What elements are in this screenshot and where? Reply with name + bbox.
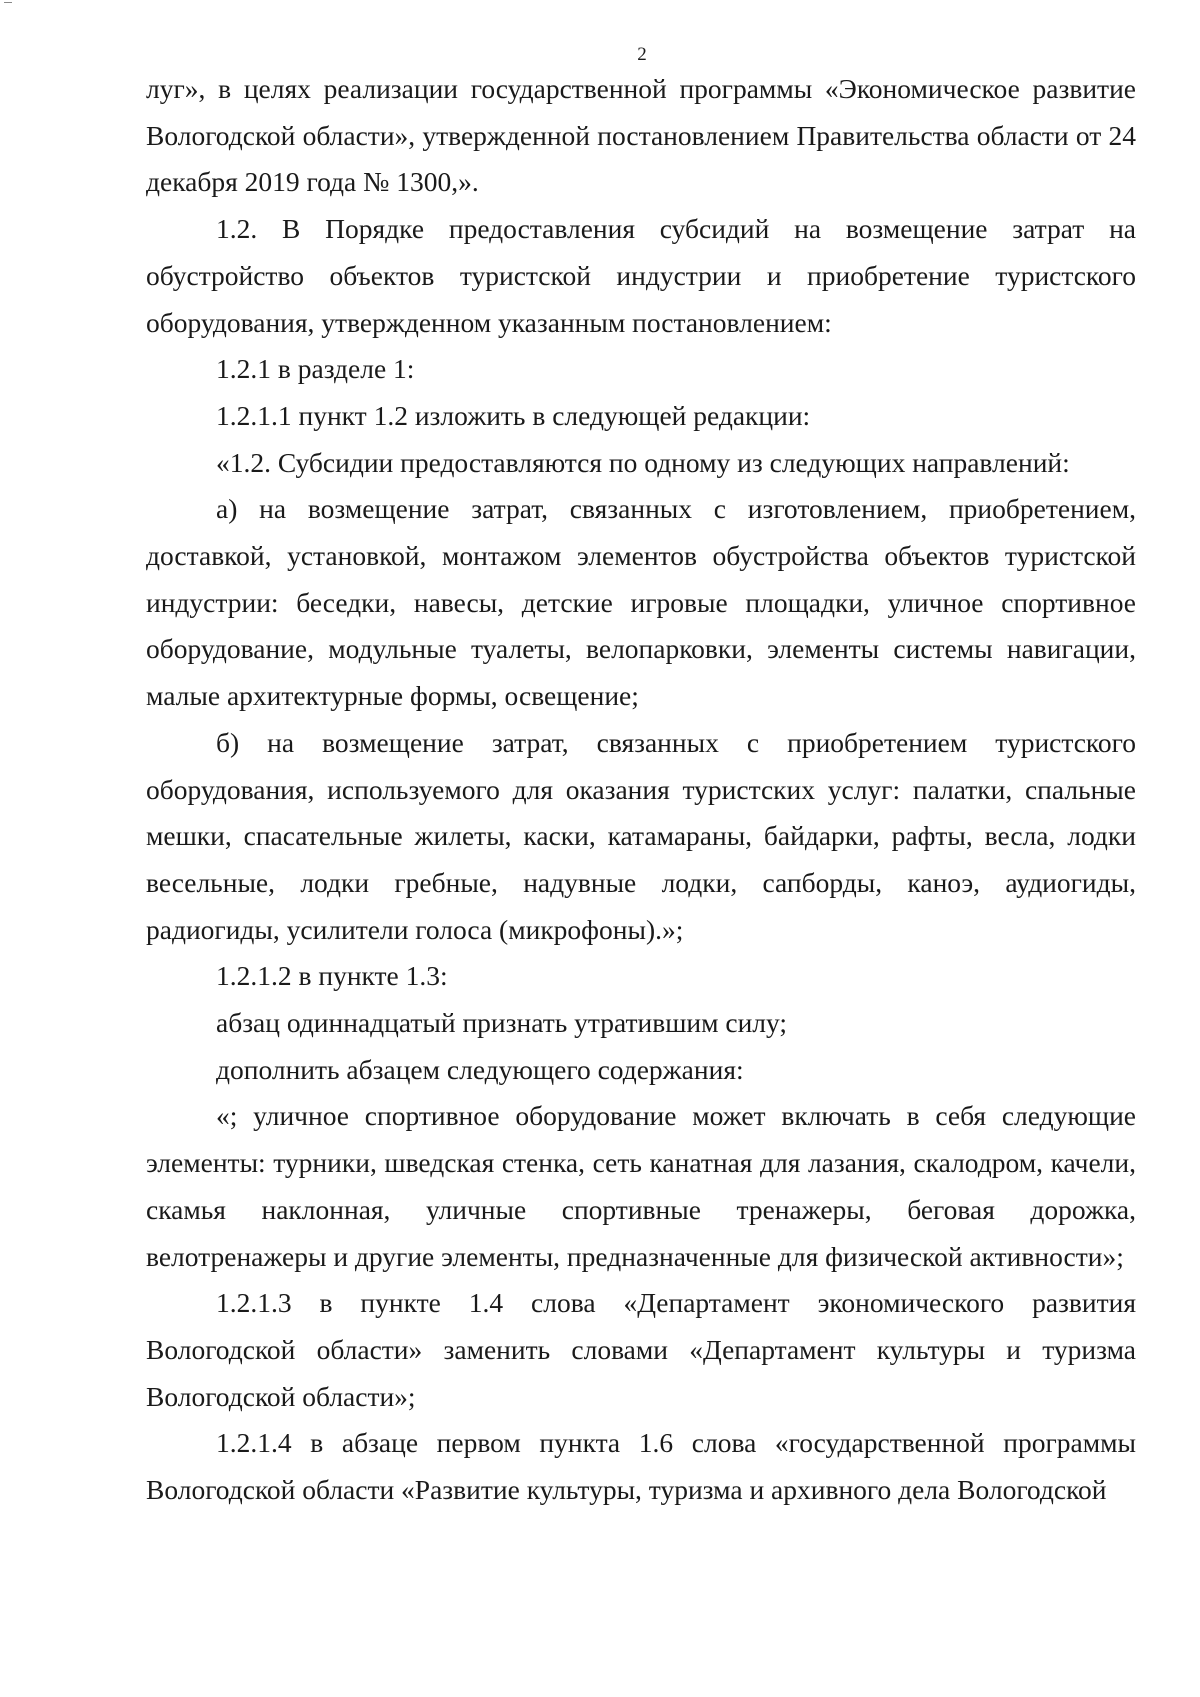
paragraph: а) на возмещение затрат, связанных с изготовлением, приобретением, доставкой, установкой, монтажом элементов обустройства объектов туристской индустрии: беседки, навесы, детские игровые площадки, уличное спортивное оборудование, модульные туалеты, велопарковки, элементы системы навигации, малые архитектурные формы, освещение; [146,493,1136,712]
paragraph: «1.2. Субсидии предоставляются по одному из следующих направлений: [216,446,1070,478]
paragraph: 1.2. В Порядке предоставления субсидий на возмещение затрат на обустройство объектов туристской индустрии и приобретение туристского оборудования, утвержденном указанным постановлением: [146,213,1136,338]
scan-mark [4,2,12,3]
paragraph: 1.2.1.3 в пункте 1.4 слова «Департамент экономического развития Вологодской области» заменить словами «Департамент культуры и туризма Вологодской области»; [146,1287,1136,1412]
paragraph: 1.2.1.1 пункт 1.2 изложить в следующей редакции: [216,399,811,431]
paragraph: 1.2.1.4 в абзаце первом пункта 1.6 слова «государственной программы Вологодской области «Развитие культуры, туризма и архивного дела Вологодской [146,1427,1136,1506]
paragraph: луг», в целях реализации государственной программы «Экономическое развитие Вологодской области», утвержденной постановлением Правительства области от 24 декабря 2019 года № 1300,». [146,73,1136,198]
paragraph: дополнить абзацем следующего содержания: [216,1053,744,1085]
document-body [146,66,1136,1514]
page-number: 2 [637,44,647,65]
paragraph: 1.2.1 в разделе 1: [216,353,415,385]
paragraph: «; уличное спортивное оборудование может включать в себя следующие элементы: турники, шведская стенка, сеть канатная для лазания, скалодром, качели, скамья наклонная, уличные спортивные тренажеры, беговая дорожка, велотренажеры и другие элементы, предназначенные для физической активности»; [146,1100,1136,1272]
paragraph: б) на возмещение затрат, связанных с приобретением туристского оборудования, используемого для оказания туристских услуг: палатки, спальные мешки, спасательные жилеты, каски, катамараны, байдарки, рафты, весла, лодки весельные, лодки гребные, надувные лодки, сапборды, каноэ, аудиогиды, радиогиды, усилители голоса (микрофоны).»; [146,726,1136,945]
paragraph: 1.2.1.2 в пункте 1.3: [216,960,448,992]
paragraph: абзац одиннадцатый признать утратившим силу; [216,1007,788,1039]
